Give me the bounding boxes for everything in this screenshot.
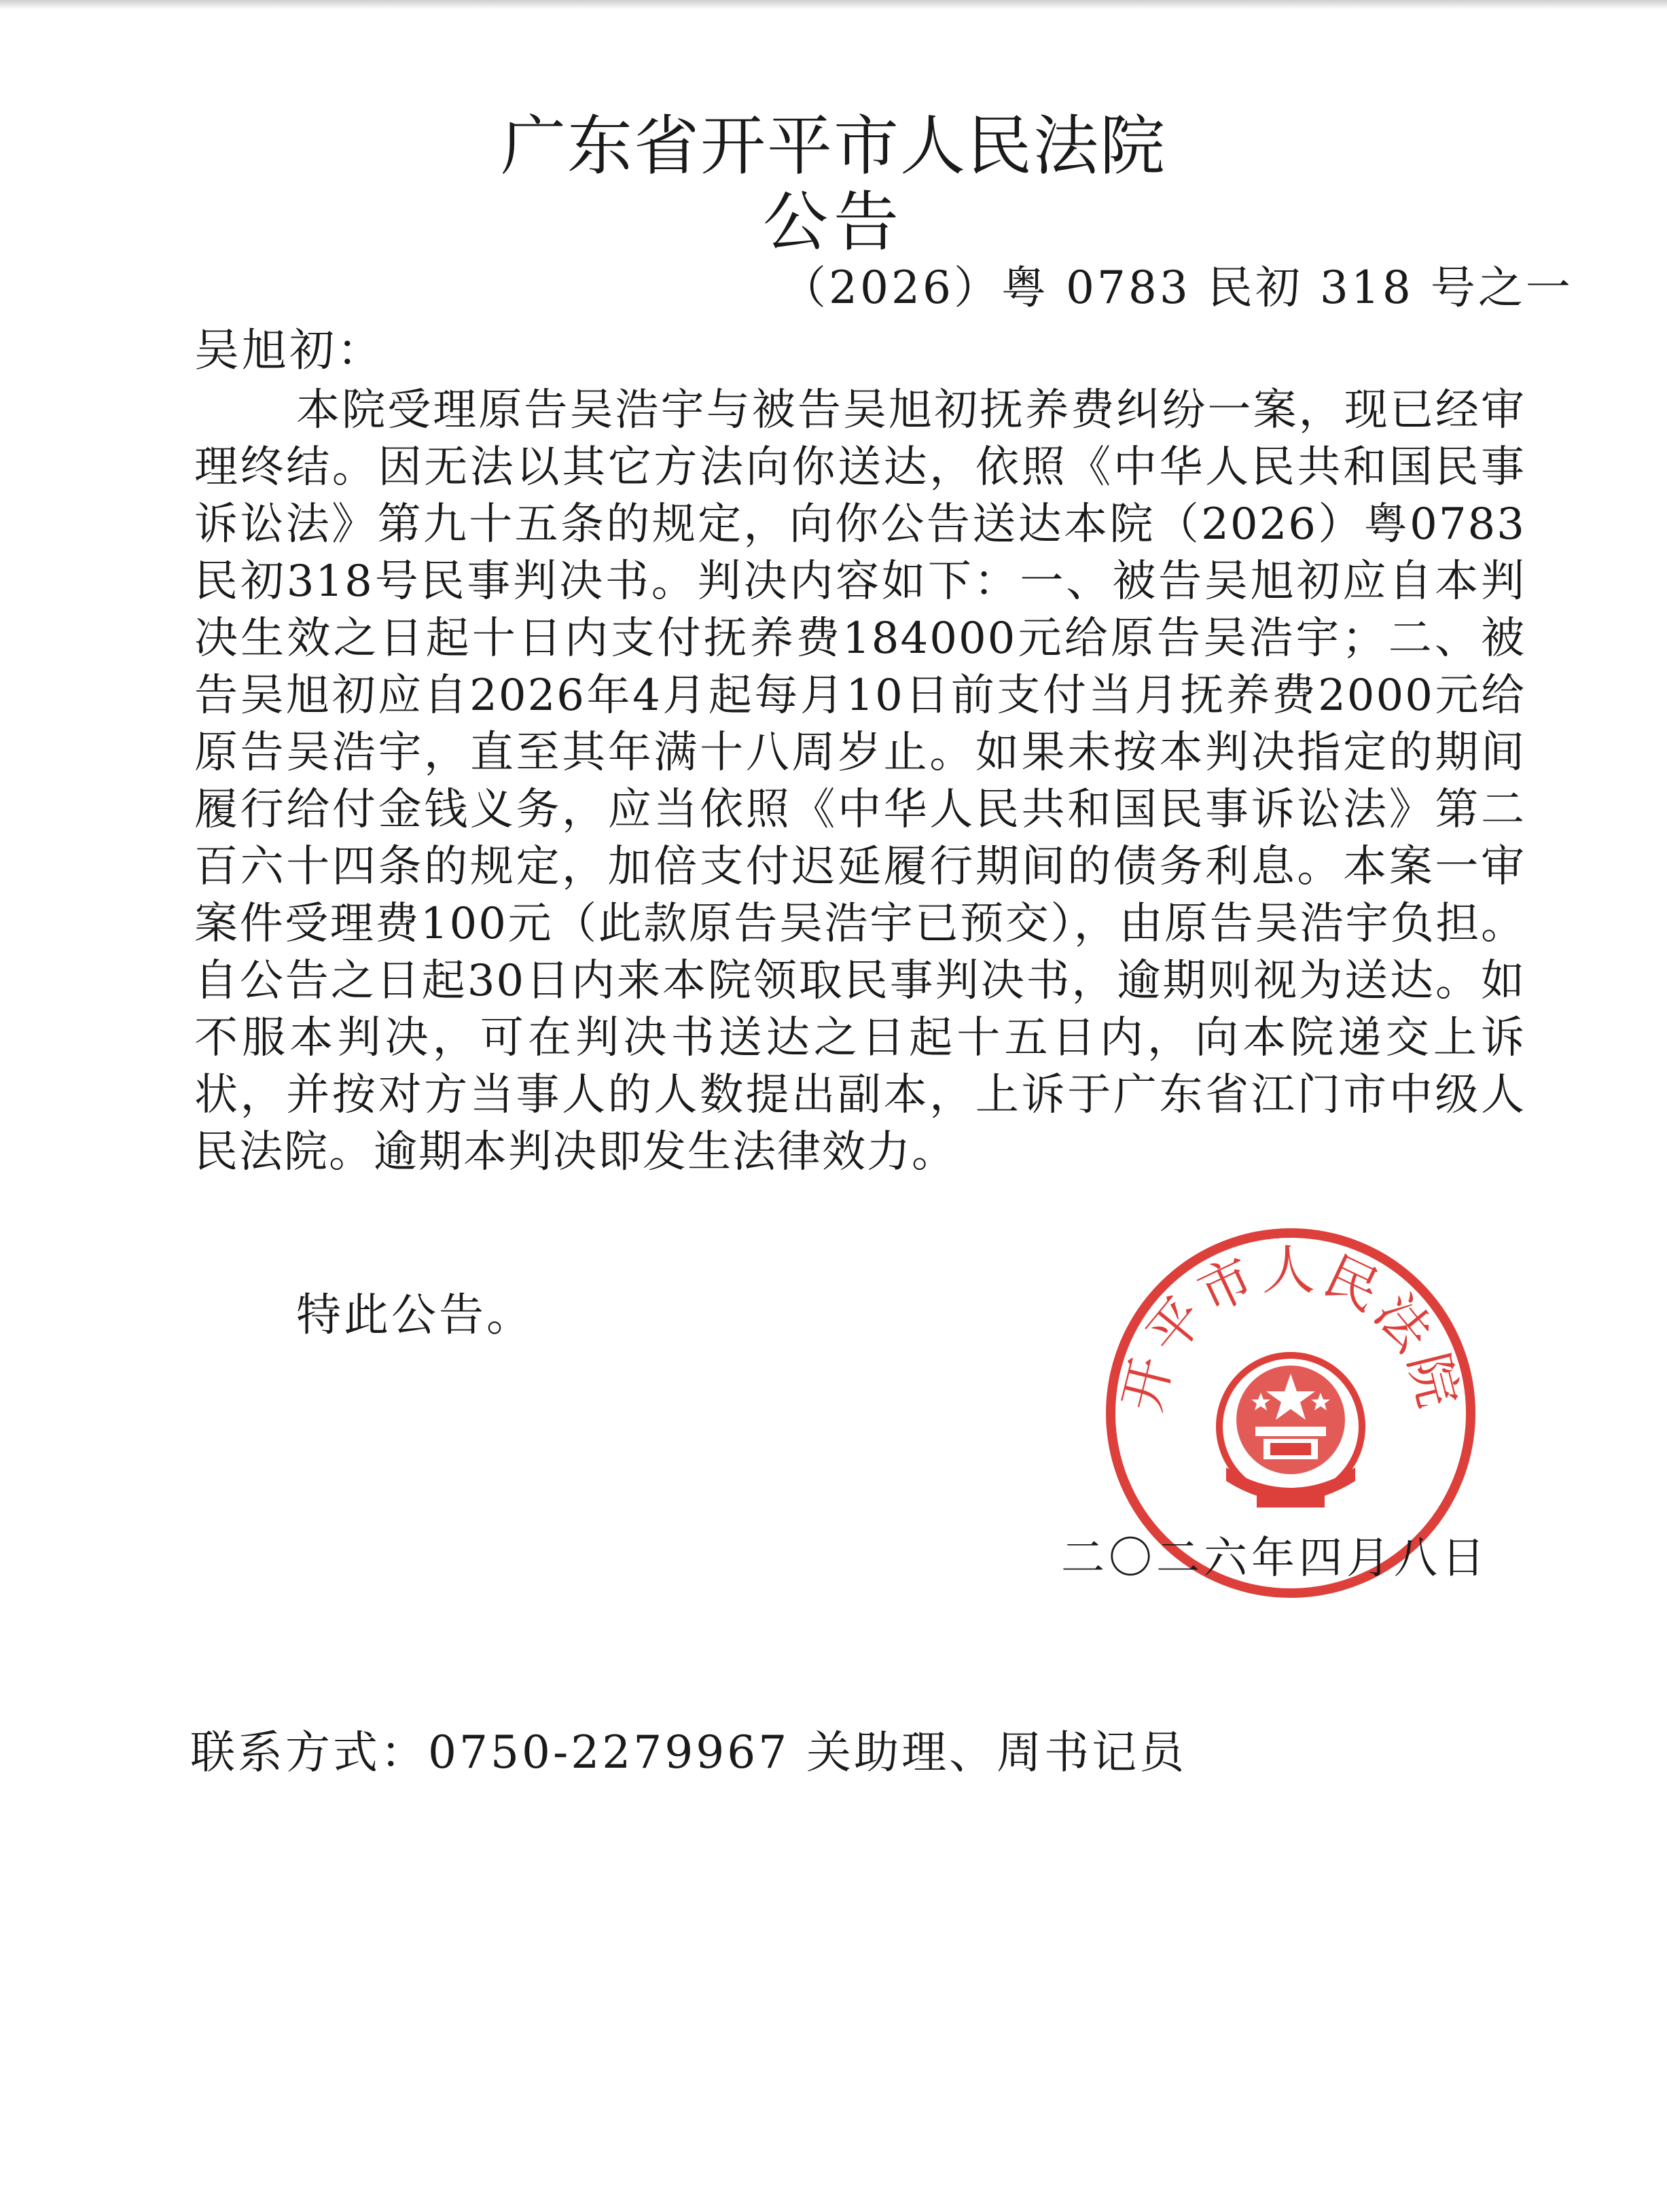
seal-arc-text: 开平市人民法院 [1111,1240,1470,1418]
addressee: 吴旭初： [194,324,384,376]
case-number: （2026）粤 0783 民初 318 号之一 [781,262,1573,314]
contact-info: 联系方式：0750-2279967 关助理、周书记员 [190,1726,1187,1779]
closing-line: 特此公告。 [296,1289,534,1341]
document-type-heading: 公告 [763,184,904,260]
issue-date: 二〇二六年四月八日 [1061,1533,1489,1584]
national-emblem-icon [1219,1355,1362,1508]
notice-body: 本院受理原告吴浩宇与被告吴旭初抚养费纠纷一案，现已经审理终结。因无法以其它方法向你送达，依照《中华人民共和国民事诉讼法》第九十五条的规定，向你公告送达本院（2026）粤0783民初318号民事判决书。判决内容如下：一、被告吴旭初应自本判决生效之日起十日内支付抚养费184000元给原告吴浩宇；二、被告吴旭初应自2026年4月起每月10日前支付当月抚养费2000元给原告吴浩宇，直至其年满十八周岁止。如果未按本判决指定的期间履行给付金钱义务，应当依照《中华人民共和国民事诉讼法》第二百六十四条的规定，加倍支付迟延履行期间的债务利息。本案一审案件受理费100元（此款原告吴浩宇已预交），由原告吴浩宇负担。自公告之日起30日内来本院领取民事判决书，逾期则视为送达。如不服本判决，可在判决书送达之日起十五日内，向本院递交上诉状，并按对方当事人的人数提出副本，上诉于广东省江门市中级人民法院。逾期本判决即发生法律效力。 [194,385,1526,1177]
court-name-heading: 广东省开平市人民法院 [501,108,1166,184]
scan-edge [0,0,1667,10]
